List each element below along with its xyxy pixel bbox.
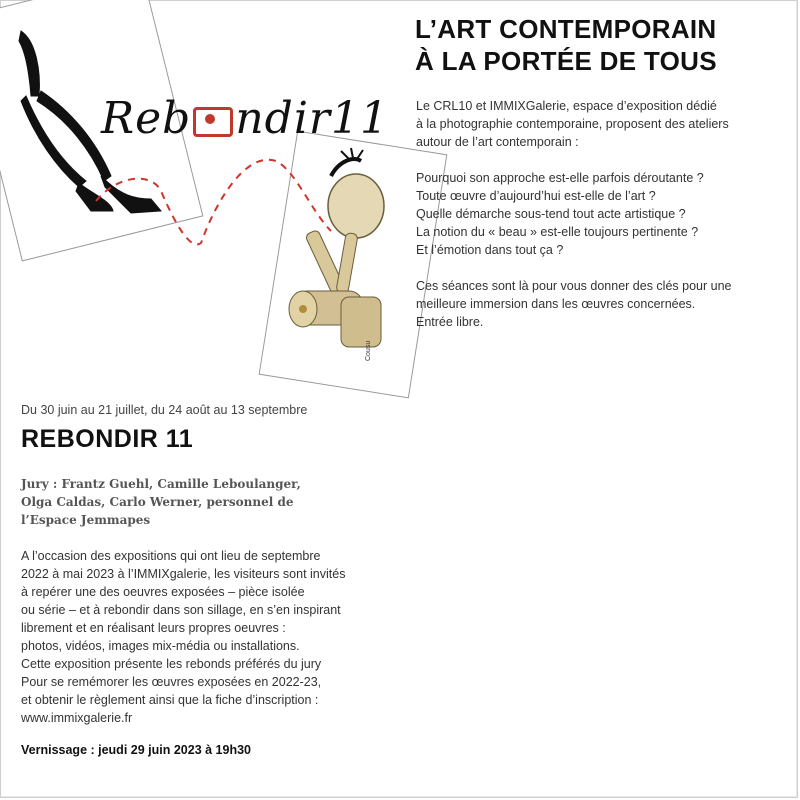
jury-list: Jury : Frantz Guehl, Camille Leboulanger, Olga Caldas, Carlo Werner, personnel de l’Espace Jemmapes <box>21 477 301 527</box>
headline-line-2: À LA PORTÉE DE TOUS <box>415 46 717 76</box>
event-title: REBONDIR 11 <box>21 425 194 453</box>
event-description: A l’occasion des expositions qui ont lieu de septembre 2022 à mai 2023 à l’IMMIXgalerie, les visiteurs sont invités à repérer une des oeuvres exposées – pièce isolée ou série – et à rebondir dans son sillage, en s’en inspirant librement et en réalisant leurs propres oeuvres : photos, vidéos, images mix-média ou installations. Cette exposition présente les rebonds préférés du jury Pour se remémorer les œuvres exposées en 2022-23, et obtenir le règlement ainsi que la fiche d’inscription : www.immixgalerie.fr <box>21 547 391 727</box>
intro-questions: Pourquoi son approche est-elle parfois déroutante ? Toute œuvre d’aujourd’hui est-elle de l’art ? Quelle démarche sous-tend tout acte artistique ? La notion du « beau » est-elle toujours pertinente ? Et l’émotion dans tout ça ? <box>416 171 704 257</box>
rebondir-logo: Reb ndir11 <box>101 93 389 144</box>
intro-text <box>416 97 786 349</box>
illustration-credit: Cousu <box>365 340 372 361</box>
horse-body-sketch <box>19 31 39 96</box>
event-dates: Du 30 juin au 21 juillet, du 24 août au 13 septembre <box>21 403 308 417</box>
illustration <box>1 1 401 391</box>
headline <box>415 13 785 77</box>
camera-icon <box>193 107 233 137</box>
intro-paragraph-1: Le CRL10 et IMMIXGalerie, espace d’exposition dédié à la photographie contemporaine, proposent des ateliers autour de l’art contemporain : <box>416 99 729 149</box>
headline-line-1: L’ART CONTEMPORAIN <box>415 14 717 44</box>
figurine-sketch <box>289 148 384 347</box>
illustration-drawing <box>1 1 401 391</box>
intro-paragraph-3: Ces séances sont là pour vous donner des clés pour une meilleure immersion dans les œuvres concernées. Entrée libre. <box>416 279 732 329</box>
website-link[interactable]: www.immixgalerie.fr <box>21 711 133 725</box>
vernissage-date: Vernissage : jeudi 29 juin 2023 à 19h30 <box>21 743 251 757</box>
